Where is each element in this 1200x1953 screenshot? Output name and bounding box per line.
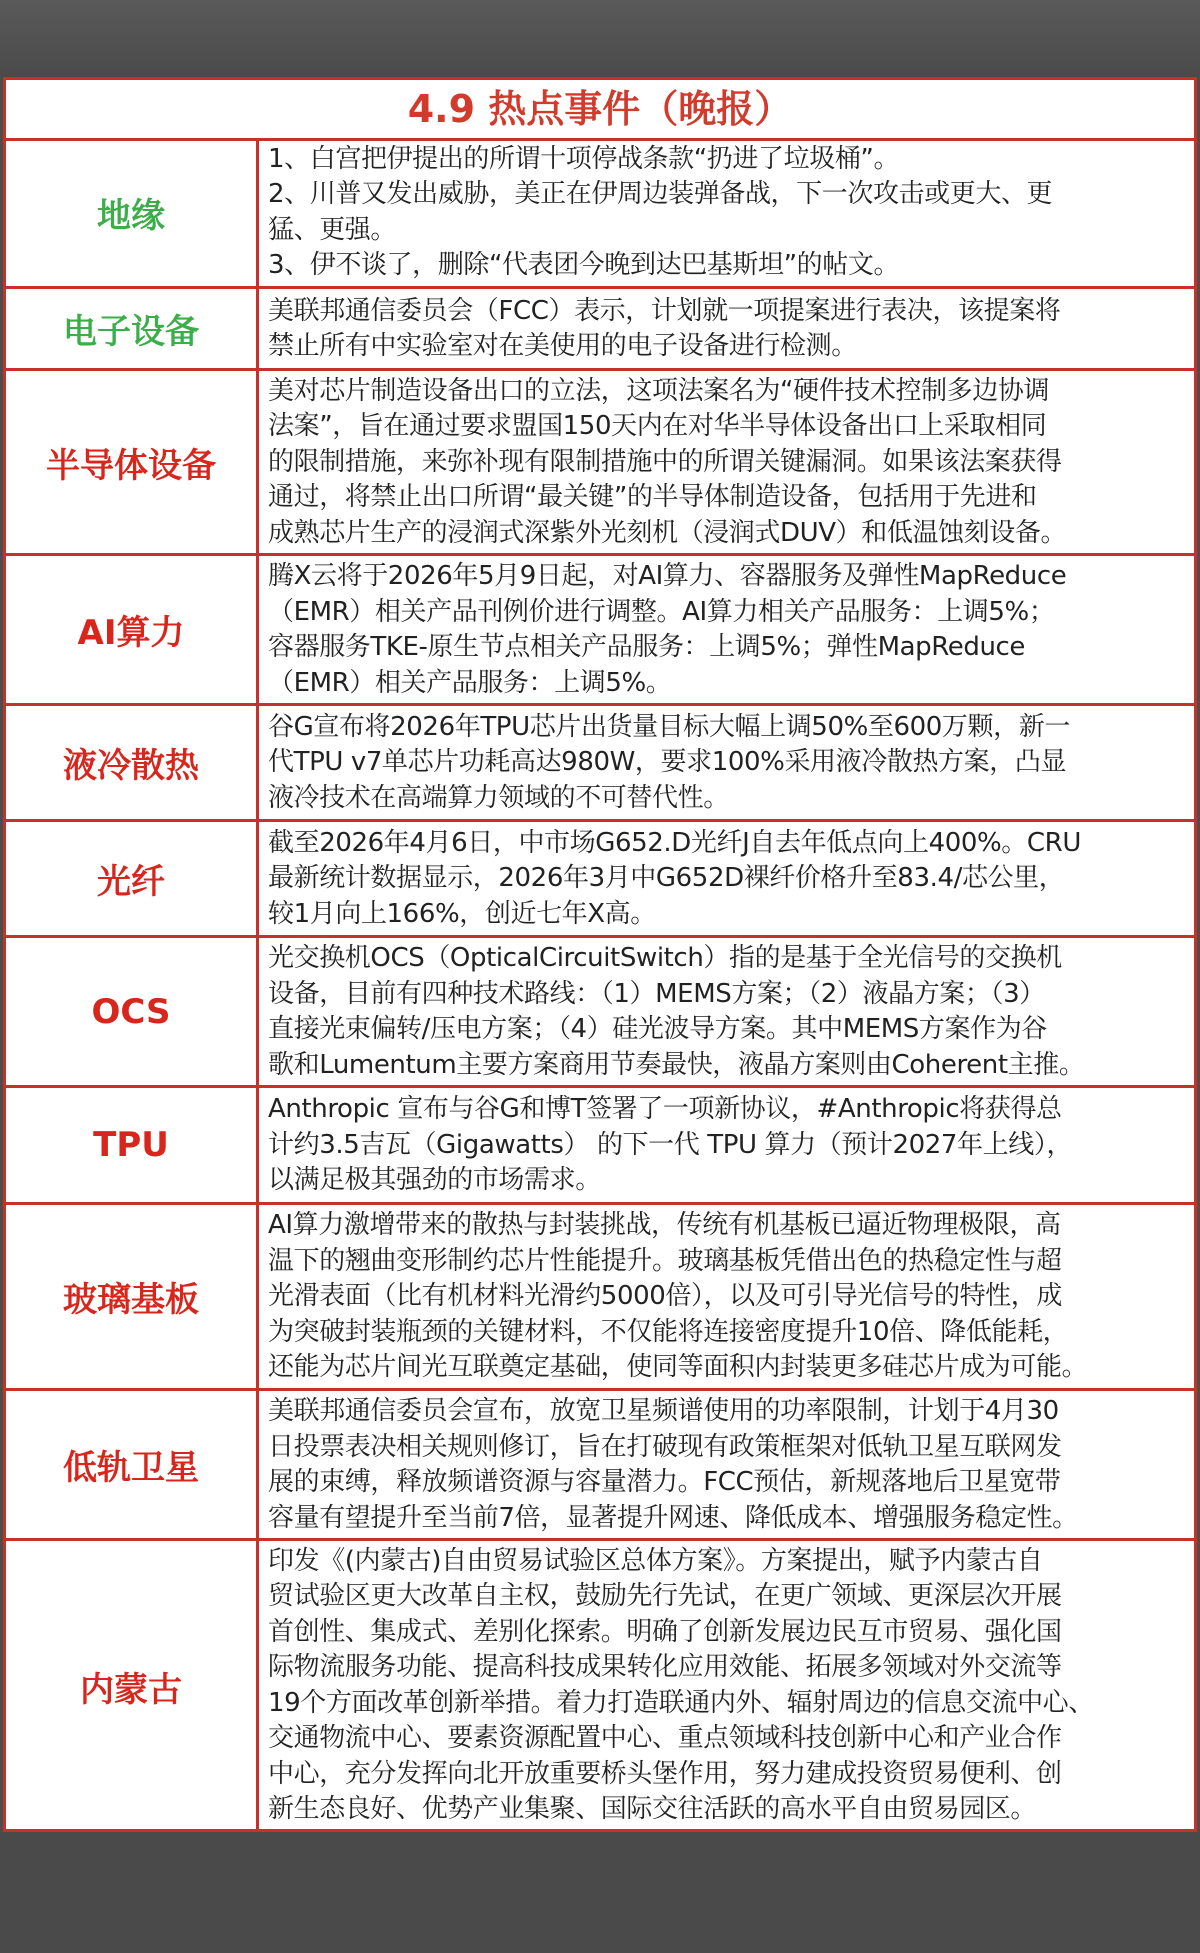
content-line: 猛、更强。	[268, 214, 397, 245]
content-line: 光交换机OCS（OpticalCircuitSwitch）指的是基于全光信号的交换机	[268, 943, 1062, 973]
bottom-bar	[0, 1832, 1200, 1953]
content-line: 19个方面改革创新举措。着力打造联通内外、辐射周边的信息交流中心、	[268, 1687, 1094, 1718]
content-line: 较1月向上166%，创近七年X高。	[268, 898, 656, 929]
content-line: （EMR）相关产品服务：上调5%。	[268, 667, 672, 698]
table-row	[6, 556, 1194, 706]
row-content	[268, 1394, 1188, 1536]
top-status-bar	[0, 0, 1200, 77]
content-line: 中心，充分发挥向北开放重要桥头堡作用，努力建成投资贸易便利、创	[268, 1758, 1062, 1789]
content-line: 设备，目前有四种技术路线：（1）MEMS方案；（2）液晶方案；（3）	[268, 978, 1045, 1009]
content-line: 法案”，旨在通过要求盟国150天内在对华半导体设备出口上采取相同	[268, 411, 1047, 442]
row-content	[268, 374, 1188, 552]
row-category-label: 玻璃基板	[6, 1205, 259, 1388]
content-line: 计约3.5吉瓦（Gigawatts） 的下一代 TPU 算力（预计2027年上线），	[268, 1129, 1073, 1160]
row-category-label: AI算力	[6, 556, 259, 703]
content-line: 1、白宫把伊提出的所谓十项停战条款“扔进了垃圾桶”。	[268, 143, 900, 174]
content-line: 通过，将禁止出口所谓“最关键”的半导体制造设备，包括用于先进和	[268, 482, 1037, 513]
content-line: 美对芯片制造设备出口的立法，这项法案名为“硬件技术控制多边协调	[268, 375, 1050, 406]
content-line: 谷G宣布将2026年TPU芯片出货量目标大幅上调50%至600万颗，新一	[268, 711, 1070, 742]
table-row	[6, 822, 1194, 938]
content-line: 贸试验区更大改革自主权，鼓励先行先试，在更广领域、更深层次开展	[268, 1581, 1062, 1611]
content-line: 腾X云将于2026年5月9日起，对AI算力、容器服务及弹性MapReduce	[268, 561, 1067, 591]
table-row	[6, 1391, 1194, 1541]
row-content	[268, 294, 1188, 365]
content-line: 3、伊不谈了，删除“代表团今晚到达巴基斯坦”的帖文。	[268, 250, 900, 280]
content-line: 美联邦通信委员会（FCC）表示，计划就一项提案进行表决，该提案将	[268, 295, 1061, 326]
table-row	[6, 706, 1194, 822]
row-content	[268, 1092, 1188, 1199]
row-category-label: 光纤	[6, 822, 259, 935]
content-line: 美联邦通信委员会宣布，放宽卫星频谱使用的功率限制，计划于4月30	[268, 1396, 1059, 1426]
content-line: Anthropic 宣布与谷G和博T签署了一项新协议，#Anthropic将获得总	[268, 1094, 1062, 1125]
table-row	[6, 1205, 1194, 1391]
row-category-label: 液冷散热	[6, 706, 259, 819]
content-line: 光滑表面（比有机材料光滑约5000倍），以及可引导光信号的特性，成	[268, 1281, 1062, 1312]
content-line: 展的束缚，释放频谱资源与容量潜力。FCC预估，新规落地后卫星宽带	[268, 1467, 1061, 1497]
table-row	[6, 289, 1194, 371]
content-line: 容量有望提升至当前7倍，显著提升网速、降低成本、增强服务稳定性。	[268, 1502, 1078, 1533]
row-content	[268, 710, 1188, 817]
content-line: 最新统计数据显示，2026年3月中G652D裸纤价格升至83.4/芯公里，	[268, 863, 1065, 894]
table-row	[6, 1088, 1194, 1205]
content-line: 交通物流中心、要素资源配置中心、重点领域科技创新中心和产业合作	[268, 1723, 1062, 1753]
content-line: 日投票表决相关规则修订，旨在打破现有政策框架对低轨卫星互联网发	[268, 1431, 1062, 1462]
content-line: 成熟芯片生产的浸润式深紫外光刻机（浸润式DUV）和低温蚀刻设备。	[268, 517, 1067, 548]
content-line: 还能为芯片间光互联奠定基础，使同等面积内封装更多硅芯片成为可能。	[268, 1352, 1088, 1383]
row-category-label: 低轨卫星	[6, 1391, 259, 1538]
content-line: 新生态良好、优势产业集聚、国际交往活跃的高水平自由贸易园区。	[268, 1794, 1037, 1824]
table-row	[6, 1541, 1194, 1832]
content-line: 的限制措施，来弥补现有限制措施中的所谓关键漏洞。如果该法案获得	[268, 446, 1062, 477]
content-line: 代TPU v7单芯片功耗高达980W，要求100%采用液冷散热方案，凸显	[268, 747, 1067, 778]
table-row	[6, 138, 1194, 289]
row-category-label: 地缘	[6, 138, 259, 286]
content-line: 禁止所有中实验室对在美使用的电子设备进行检测。	[268, 331, 857, 361]
page-title: 4.9 热点事件（晚报）	[6, 80, 1194, 141]
table-row	[6, 938, 1194, 1088]
content-line: 印发《(内蒙古)自由贸易试验区总体方案》。方案提出，赋予内蒙古自	[268, 1545, 1043, 1576]
row-content	[268, 142, 1188, 284]
table-row	[6, 371, 1194, 556]
hot-events-table	[3, 77, 1197, 1832]
content-line: 2、川普又发出威胁，美正在伊周边装弹备战，下一次攻击或更大、更	[268, 179, 1053, 209]
row-content	[268, 559, 1188, 701]
row-content	[268, 826, 1188, 933]
row-category-label: 半导体设备	[6, 371, 259, 553]
content-line: 际物流服务功能、提高科技成果转化应用效能、拓展多领域对外交流等	[268, 1652, 1062, 1682]
row-category-label: OCS	[6, 938, 259, 1085]
row-content	[268, 1208, 1188, 1386]
content-line: 首创性、集成式、差别化探索。明确了创新发展边民互市贸易、强化国	[268, 1616, 1062, 1647]
row-content	[268, 1544, 1188, 1828]
content-line: 液冷技术在高端算力领域的不可替代性。	[268, 782, 729, 813]
content-line: 容器服务TKE-原生节点相关产品服务：上调5%；弹性MapReduce	[268, 632, 1026, 662]
content-line: 以满足极其强劲的市场需求。	[268, 1165, 601, 1196]
content-line: 截至2026年4月6日，中市场G652.D光纤J自去年低点向上400%。CRU	[268, 827, 1081, 858]
content-line: 为突破封装瓶颈的关键材料，不仅能将连接密度提升10倍、降低能耗，	[268, 1316, 1069, 1347]
row-category-label: TPU	[6, 1088, 259, 1202]
content-line: 温下的翘曲变形制约芯片性能提升。玻璃基板凭借出色的热稳定性与超	[268, 1245, 1062, 1276]
row-category-label: 内蒙古	[6, 1541, 259, 1832]
content-line: （EMR）相关产品刊例价进行调整。AI算力相关产品服务：上调5%；	[268, 596, 1055, 627]
row-content	[268, 941, 1188, 1083]
content-line: 直接光束偏转/压电方案；（4）硅光波导方案。其中MEMS方案作为谷	[268, 1014, 1047, 1044]
row-category-label: 电子设备	[6, 289, 259, 368]
content-line: 歌和Lumentum主要方案商用节奏最快，液晶方案则由Coherent主推。	[268, 1049, 1085, 1080]
content-line: AI算力激增带来的散热与封装挑战，传统有机基板已逼近物理极限，高	[268, 1210, 1061, 1241]
